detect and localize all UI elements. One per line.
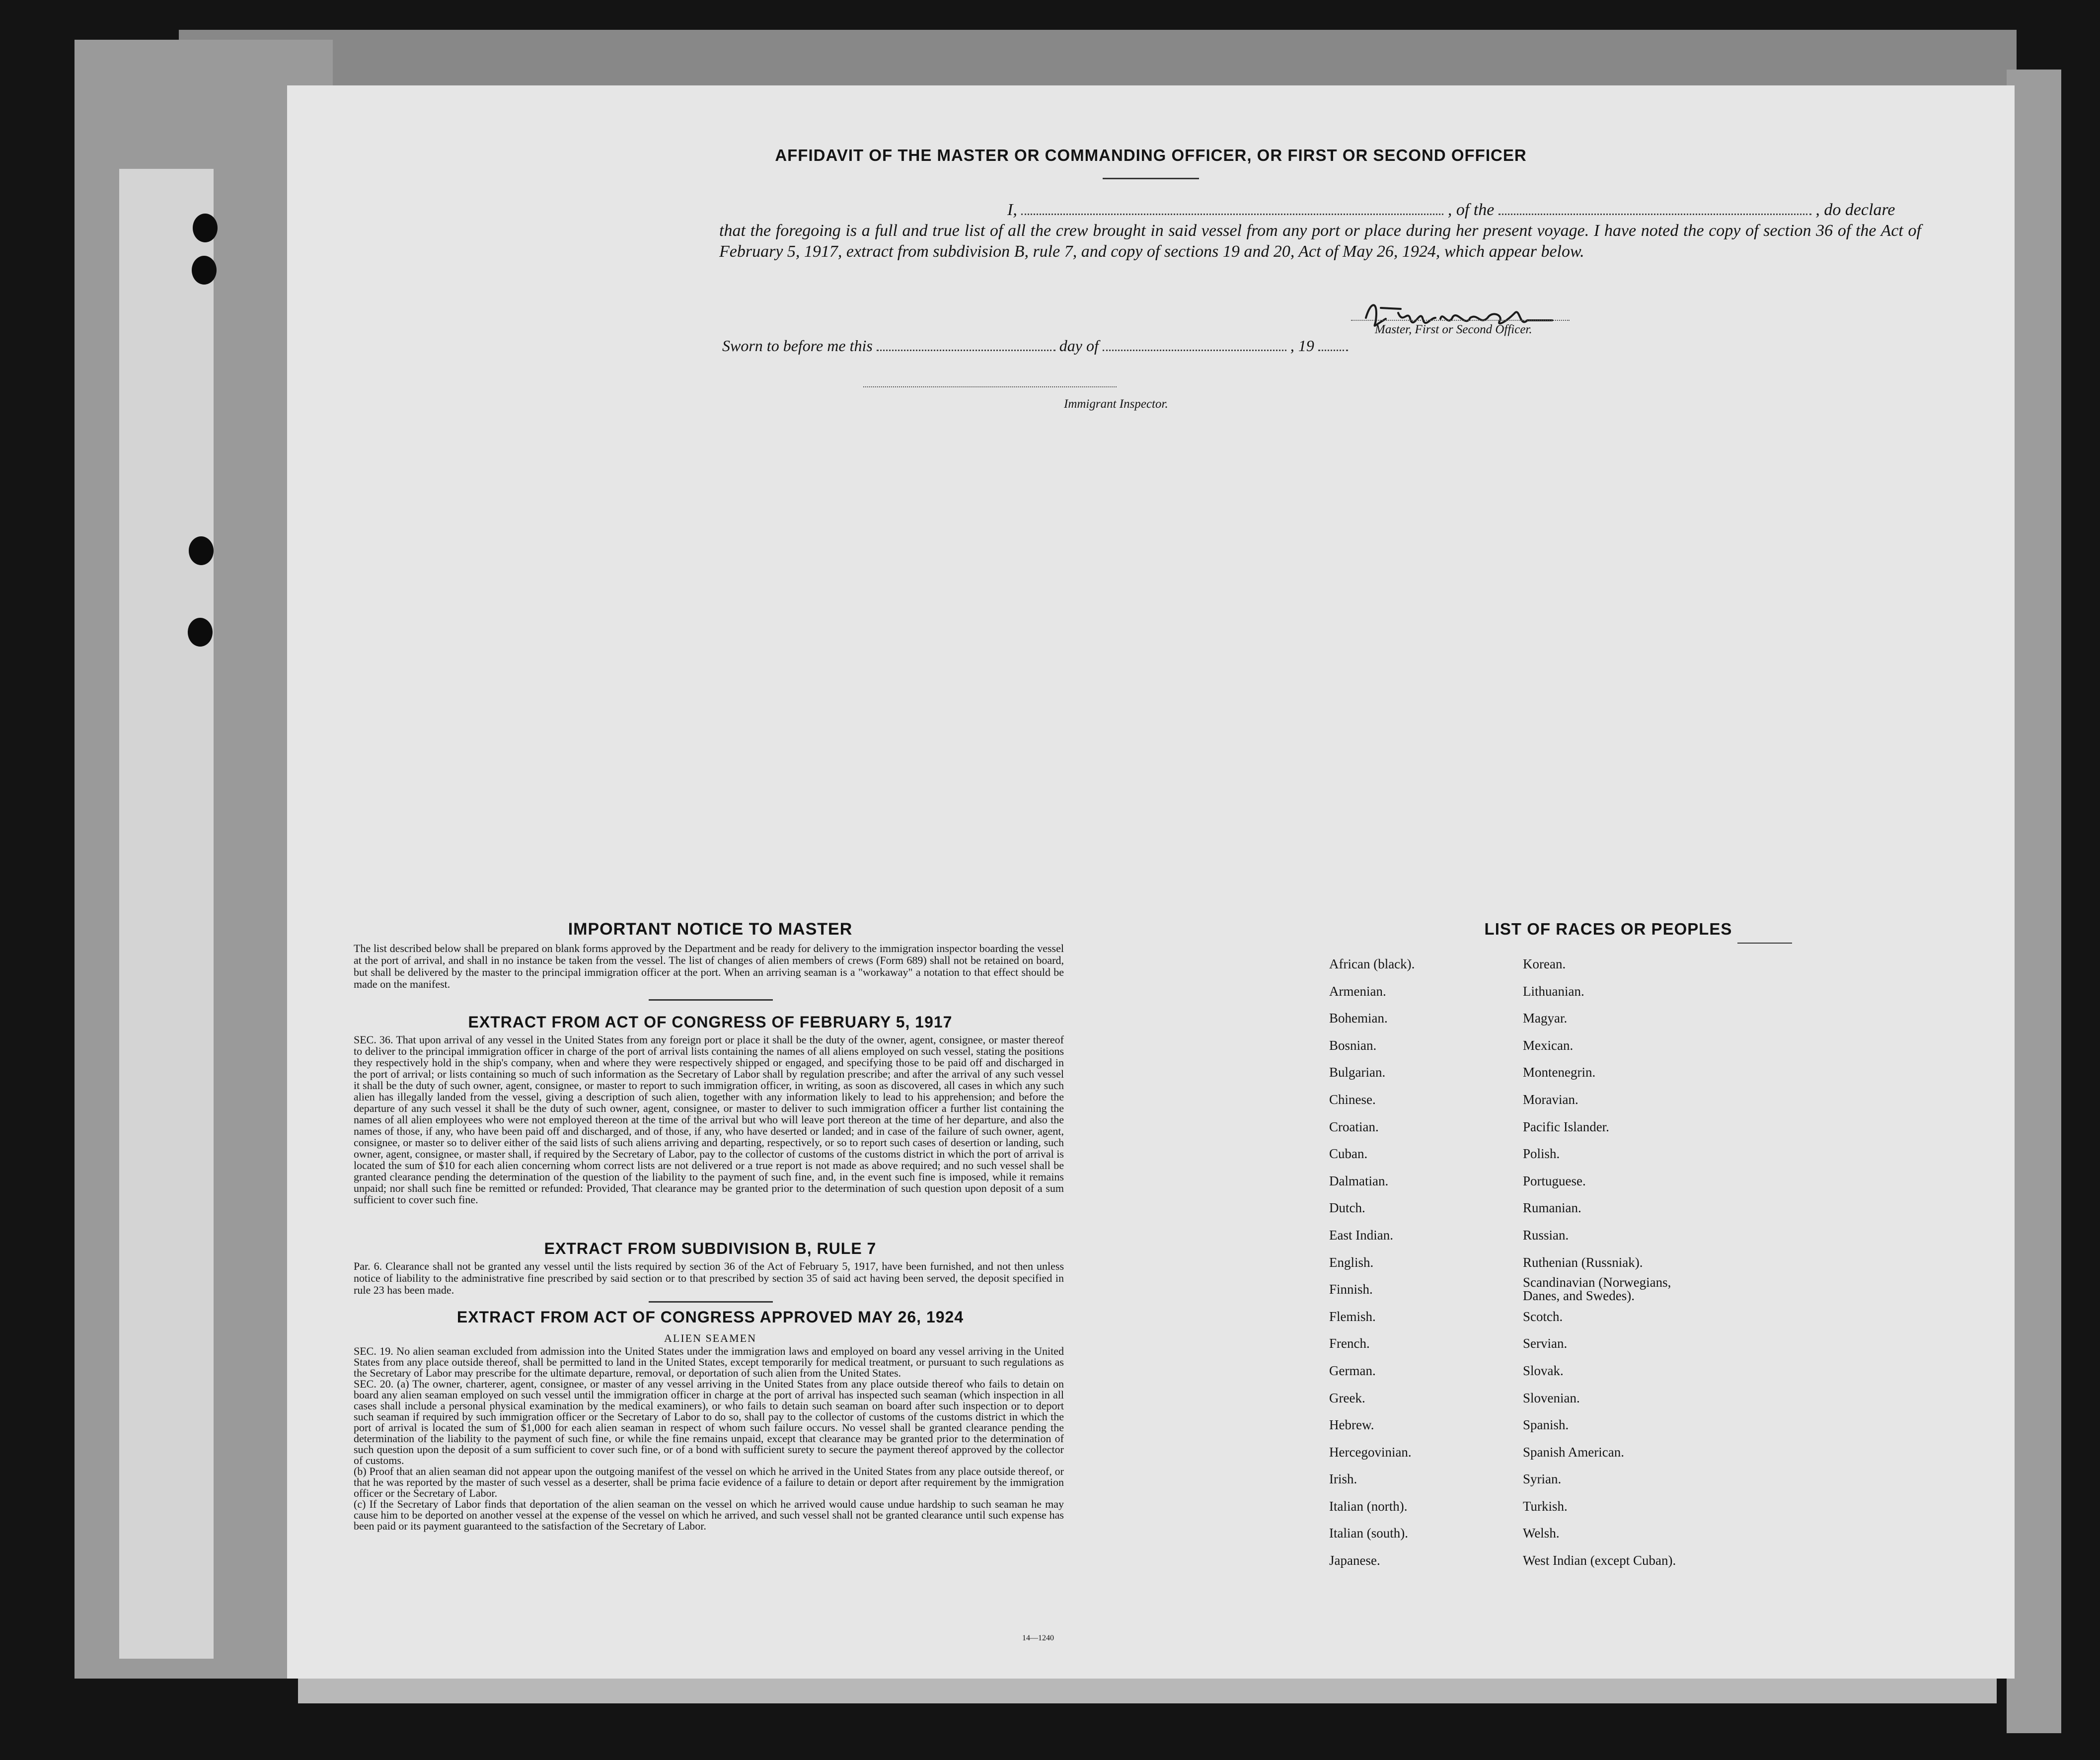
underlying-page-strip bbox=[119, 169, 214, 1659]
race-item: Italian (south). bbox=[1329, 1526, 1408, 1541]
notice-title: IMPORTANT NOTICE TO MASTER bbox=[568, 920, 853, 939]
section-rule bbox=[649, 1301, 773, 1303]
sec-20b-text: (b) Proof that an alien seaman did not appear upon the outgoing manifest of the vessel on which he arrived in the United States from any place outside thereof, or that he was reported by the master of such vessel as a deserter, shall be prima facie evidence of a failure to detain or deport after requirement by the immigration officer or the Secretary of Labor. bbox=[354, 1465, 1064, 1499]
races-rule bbox=[1737, 943, 1792, 944]
sworn-month-field[interactable] bbox=[1103, 350, 1286, 351]
race-item: Dalmatian. bbox=[1329, 1173, 1389, 1188]
inspector-line bbox=[863, 386, 1117, 387]
affidavit-of-the: , of the bbox=[1447, 201, 1495, 219]
race-item: French. bbox=[1329, 1336, 1370, 1351]
race-item: Croatian. bbox=[1329, 1119, 1379, 1134]
race-item: Korean. bbox=[1523, 956, 1566, 971]
race-item: Welsh. bbox=[1523, 1526, 1560, 1541]
signature-line bbox=[1351, 320, 1570, 321]
race-item: Flemish. bbox=[1329, 1309, 1376, 1324]
race-item: Moravian. bbox=[1523, 1092, 1578, 1107]
race-item: African (black). bbox=[1329, 956, 1415, 971]
sworn-day-field[interactable] bbox=[877, 350, 1055, 351]
extract-1924-title: EXTRACT FROM ACT OF CONGRESS APPROVED MAY 26, 1924 bbox=[456, 1308, 964, 1326]
race-item: Scandinavian (Norwegians, Danes, and Swedes). bbox=[1523, 1275, 1671, 1304]
race-item: Montenegrin. bbox=[1523, 1065, 1596, 1080]
sworn-line bbox=[722, 337, 1348, 355]
race-item: Spanish American. bbox=[1523, 1444, 1624, 1460]
sec-20a-text: SEC. 20. (a) The owner, charterer, agent, consignee, or master of any vessel arriving in the United States from any place outside thereof who fails to detain on board any alien seaman employed on such vessel until the immigration officer in charge at the port of arrival has inspected such seaman (which inspection in all cases shall include a personal physical examination by the medical examiners), or who fails to detain such seaman on board after such inspection or to deport such seaman if required by such immigration officer or the Secretary of Labor to do so, shall pay to the collector of customs of the customs district in which the port of arrival is located the sum of $1,000 for each alien seaman in respect of whom such failure occurs. No vessel shall be granted clearance pending the determination of the liability to the payment of such fine, or while the fine remains unpaid, except that clearance may be granted prior to the determination of such question upon the deposit of a sum sufficient to cover such fine, or of a bond with sufficient surety to secure the payment thereof approved by the collector of customs. bbox=[354, 1378, 1064, 1467]
race-item: Italian (north). bbox=[1329, 1498, 1408, 1514]
notice-body: The list described below shall be prepared on blank forms approved by the Department and be ready for delivery to the immigration inspector boarding the vessel at the port of arrival, and shall in no instance be taken from the vessel. The list of changes of alien members of crews (Form 689) shall not be retained on board, but shall be delivered by the master to the principal immigration officer at the port. When an arriving seaman is a "workaway" a notation to that effect should be made on the manifest. bbox=[354, 942, 1064, 990]
form-page bbox=[287, 85, 2015, 1679]
affidavit-title: AFFIDAVIT OF THE MASTER OR COMMANDING OFFICER, OR FIRST OR SECOND OFFICER bbox=[775, 146, 1527, 164]
sworn-prefix: Sworn to before me this bbox=[722, 337, 873, 355]
sec-19-text: SEC. 19. No alien seaman excluded from admission into the United States under the immigration laws and employed on board any vessel arriving in the United States from any place outside thereof, shall be permitted to land in the United States, except temporarily for medical treatment, or pursuant to such regulations as the Secretary of Labor may prescribe for the ultimate departure, removal, or deportation of such alien from the United States. bbox=[354, 1345, 1064, 1379]
race-item: Hebrew. bbox=[1329, 1417, 1374, 1433]
race-item: Japanese. bbox=[1329, 1553, 1380, 1568]
race-item: Turkish. bbox=[1523, 1498, 1568, 1514]
affidavit-line-1 bbox=[719, 200, 1921, 220]
race-item: East Indian. bbox=[1329, 1227, 1393, 1243]
race-item: Pacific Islander. bbox=[1523, 1119, 1609, 1134]
race-item: Magyar. bbox=[1523, 1011, 1568, 1026]
race-item: Servian. bbox=[1523, 1336, 1568, 1351]
race-item: Mexican. bbox=[1523, 1037, 1574, 1053]
underlying-page-right bbox=[2007, 70, 2061, 1733]
sworn-day-of: day of bbox=[1059, 337, 1099, 355]
binder-hole bbox=[193, 214, 218, 242]
race-item: Lithuanian. bbox=[1523, 983, 1584, 999]
sworn-year-field[interactable] bbox=[1318, 350, 1348, 351]
race-item: Ruthenian (Russniak). bbox=[1523, 1254, 1643, 1270]
race-item: Bohemian. bbox=[1329, 1011, 1388, 1026]
race-item: Chinese. bbox=[1329, 1092, 1376, 1107]
race-item: Dutch. bbox=[1329, 1200, 1365, 1216]
race-item: Bulgarian. bbox=[1329, 1065, 1386, 1080]
race-item: German. bbox=[1329, 1363, 1376, 1378]
race-item: English. bbox=[1329, 1254, 1374, 1270]
form-number: 14—1240 bbox=[1022, 1634, 1054, 1642]
race-item: Armenian. bbox=[1329, 983, 1386, 999]
race-item: Finnish. bbox=[1329, 1282, 1373, 1297]
race-item: Polish. bbox=[1523, 1146, 1560, 1162]
affidavit-i: I, bbox=[1007, 201, 1017, 219]
affidavit-text bbox=[719, 200, 1921, 262]
extract-1924-subtitle: ALIEN SEAMEN bbox=[664, 1332, 756, 1344]
extract-rule7-title: EXTRACT FROM SUBDIVISION B, RULE 7 bbox=[544, 1240, 877, 1257]
race-item: Spanish. bbox=[1523, 1417, 1569, 1433]
race-item: Irish. bbox=[1329, 1471, 1357, 1487]
race-item: Bosnian. bbox=[1329, 1037, 1377, 1053]
race-item: Syrian. bbox=[1523, 1471, 1562, 1487]
binder-hole bbox=[192, 256, 217, 285]
section-rule bbox=[649, 999, 773, 1001]
affidavit-body: that the foregoing is a full and true list of all the crew brought in said vessel from any port or place during her present voyage. I have noted the copy of section 36 of the Act of February 5, 1917, extract from subdivision B, rule 7, and copy of sections 19 and 20, Act of May 26, 1924, which appear below. bbox=[719, 221, 1921, 261]
race-item: Rumanian. bbox=[1523, 1200, 1581, 1216]
inspector-caption: Immigrant Inspector. bbox=[1064, 397, 1168, 411]
races-column-2 bbox=[1523, 951, 1692, 1574]
extract-rule7-body: Par. 6. Clearance shall not be granted any vessel until the lists required by section 36 of the Act of February 5, 1917, have been furnished, and not then unless notice of liability to the administrative fine prescribed by said section or to that prescribed by section 35 of said act having been served, the deposit specified in rule 23 has been made. bbox=[354, 1260, 1064, 1296]
sec-20c-text: (c) If the Secretary of Labor finds that deportation of the alien seaman on the vessel on which he arrived would cause undue hardship to such seaman he may cause him to be deported on another vessel at the expense of the vessel on which he arrived, and such vessel shall not be granted clearance until such expense has been paid or its payment guaranteed to the satisfaction of the Secretary of Labor. bbox=[354, 1498, 1064, 1532]
race-item: Scotch. bbox=[1523, 1309, 1563, 1324]
affidavit-declare: , do declare bbox=[1815, 201, 1895, 219]
binder-hole bbox=[189, 536, 214, 565]
races-column-1 bbox=[1329, 951, 1415, 1574]
race-item: Portuguese. bbox=[1523, 1173, 1586, 1188]
sworn-year: , 19 bbox=[1290, 337, 1314, 355]
race-item: West Indian (except Cuban). bbox=[1523, 1553, 1676, 1568]
extract-1924-body bbox=[354, 1346, 1064, 1532]
vessel-field[interactable] bbox=[1499, 214, 1811, 215]
race-item: Slovak. bbox=[1523, 1363, 1564, 1378]
binder-hole bbox=[188, 618, 213, 647]
race-item: Slovenian. bbox=[1523, 1390, 1580, 1405]
race-item: Russian. bbox=[1523, 1227, 1569, 1243]
race-item: Cuban. bbox=[1329, 1146, 1368, 1162]
extract-1917-body: SEC. 36. That upon arrival of any vessel in the United States from any foreign port or place it shall be the duty of the owner, agent, consignee, or master thereof to deliver to the principal immigration officer in charge of the port of arrival lists containing the names of all aliens employed on such vessel, stating the positions they respectively hold in the ship's company, when and where they were respectively shipped or engaged, and specifying those to be paid off and discharged in the port of arrival; or lists containing so much of such information as the Secretary of Labor shall by regulation prescribe; and after the arrival of any such vessel it shall be the duty of such owner, agent, consignee, or master to report to such immigration officer, in writing, as soon as discovered, all cases in which any such alien has illegally landed from the vessel, giving a description of such alien, together with any information likely to lead to his apprehension; and before the departure of any such vessel it shall be the duty of such owner, agent, consignee, or master to deliver to such immigration officer a further list containing the names of all alien employees who were not employed thereon at the time of the arrival but who will leave port thereon at the time of her departure, and also the names of those, if any, who have been paid off and discharged, and of those, if any, who have deserted or landed; and in case of the failure of such owner, agent, consignee, or master so to deliver either of the said lists of such aliens arriving and departing, respectively, or so to report such cases of desertion or landing, such owner, agent, consignee, or master shall, if required by the Secretary of Labor, pay to the collector of customs of the customs district in which the port of arrival is located the sum of $10 for each alien concerning whom correct lists are not delivered or a true report is not made as above required; and no such vessel shall be granted clearance pending the determination of the question of the liability to the payment of such fine, and, in the event such fine is imposed, while it remains unpaid; nor shall such fine be remitted or refunded: Provided, That clearance may be granted prior to the determination of such question upon deposit of a sum sufficient to cover such fine. bbox=[354, 1033, 1064, 1206]
title-rule bbox=[1103, 178, 1199, 179]
race-item: Hercegovinian. bbox=[1329, 1444, 1412, 1460]
races-title: LIST OF RACES OR PEOPLES bbox=[1484, 920, 1732, 938]
signature-caption: Master, First or Second Officer. bbox=[1375, 323, 1532, 336]
race-item: Greek. bbox=[1329, 1390, 1365, 1405]
extract-1917-title: EXTRACT FROM ACT OF CONGRESS OF FEBRUARY 5, 1917 bbox=[468, 1013, 953, 1031]
name-field[interactable] bbox=[1021, 214, 1443, 215]
